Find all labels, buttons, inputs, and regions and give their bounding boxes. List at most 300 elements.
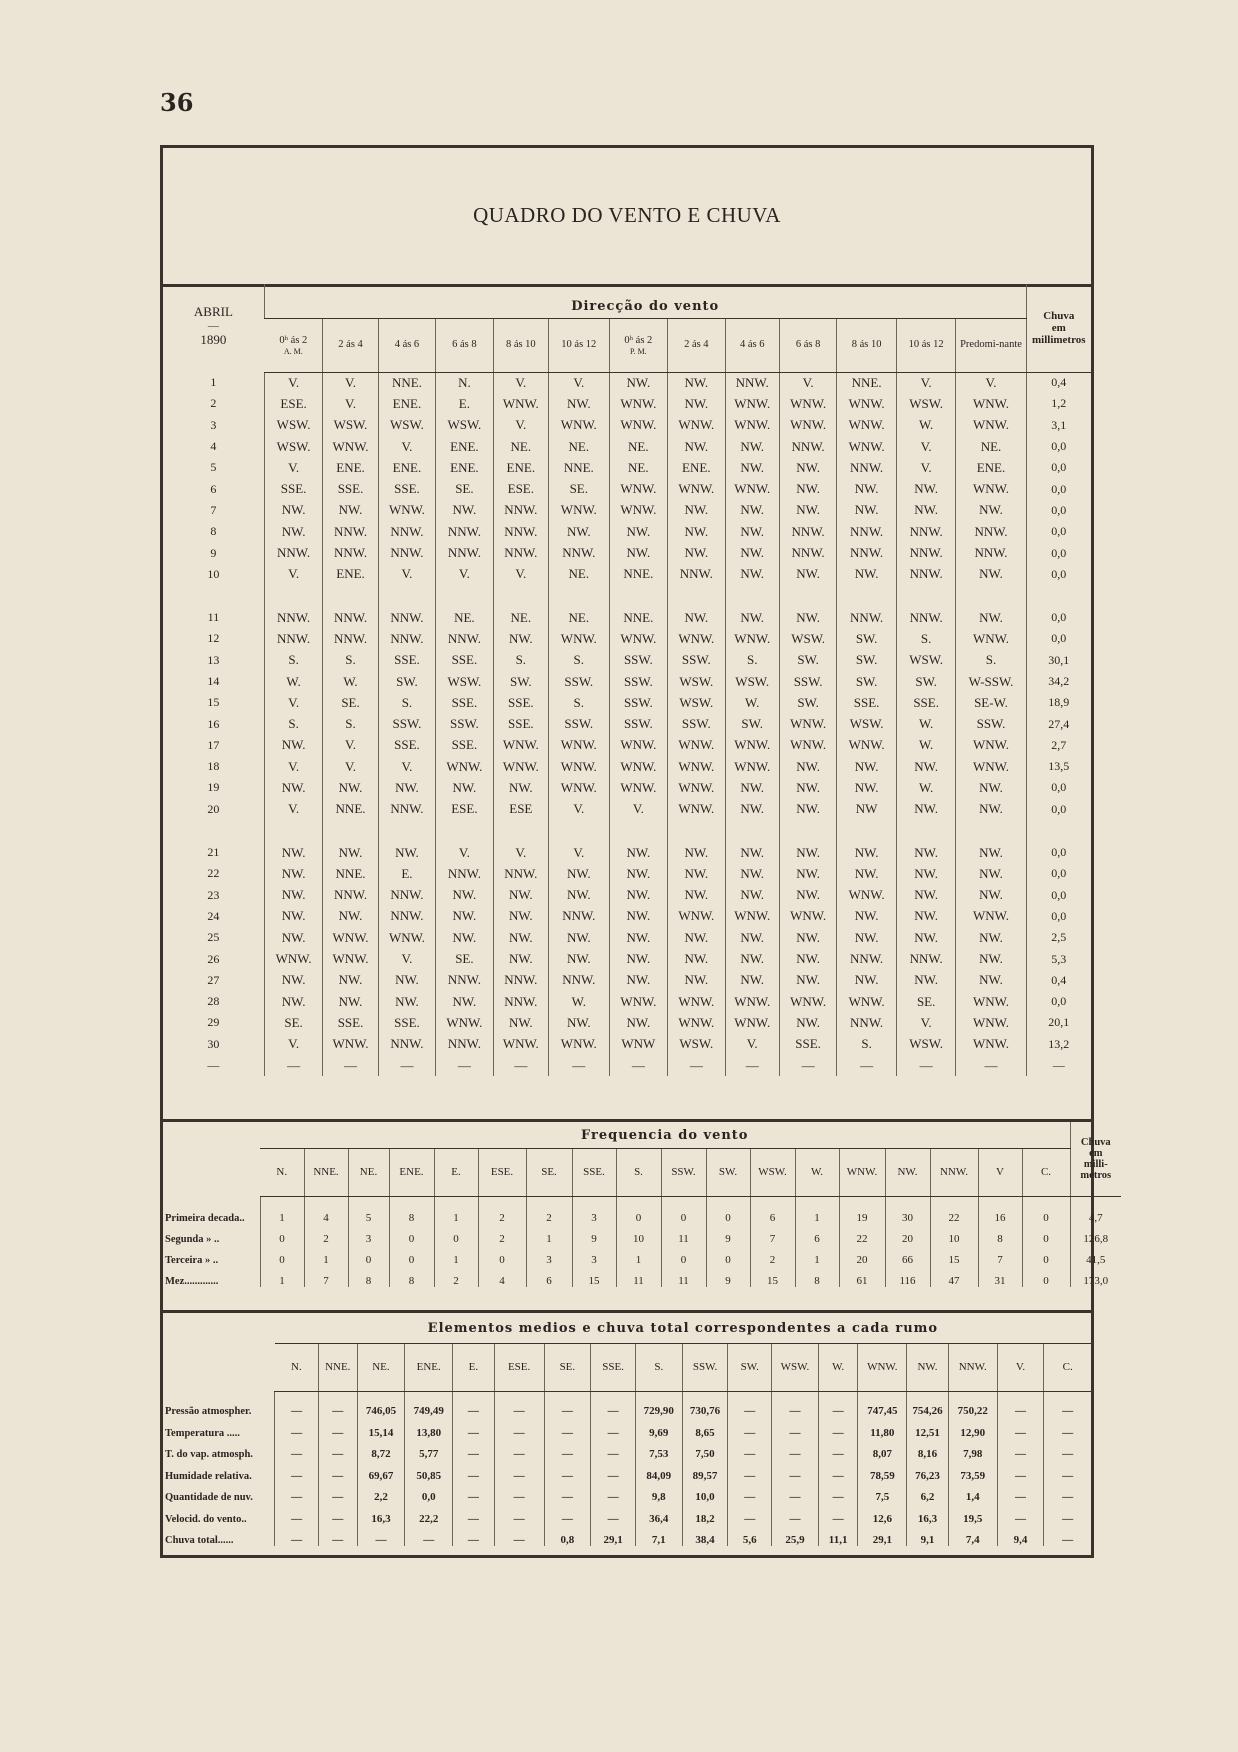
wind-cell: V. [896,436,956,457]
wind-cell: S. [837,1034,897,1055]
wind-cell: NNE. [549,457,610,478]
wind-cell: WNW. [493,756,548,777]
table-row [163,1266,1121,1287]
wind-cell: NW. [725,842,779,863]
element-cell: — [818,1391,858,1417]
wind-cell: WNW. [779,713,836,734]
frequency-cell: 20 [885,1224,930,1245]
frequency-cell: 16 [978,1196,1022,1224]
wind-cell: NW. [264,970,323,991]
frequency-cell: 6 [795,1224,839,1245]
element-cell: — [275,1525,319,1547]
frequency-cell: 3 [526,1245,572,1266]
frequency-cell: 0 [616,1196,661,1224]
wind-cell: NE. [493,607,548,628]
wind-cell: NNW. [493,970,548,991]
wind-cell: WNW. [668,735,725,756]
direction-header: W. [795,1148,839,1196]
element-cell: 754,26 [907,1391,949,1417]
table-row [163,1525,1091,1547]
wind-cell: SSE. [323,1012,378,1033]
wind-cell: NW. [323,991,378,1012]
hour-label: 6 ás 8 [795,339,821,350]
element-cell: — [318,1503,357,1525]
wind-cell: NW. [779,457,836,478]
wind-cell: SSW. [549,713,610,734]
hour-label: 8 ás 10 [505,339,536,350]
day-cell: 29 [207,1015,220,1030]
wind-cell: NW. [956,607,1026,628]
wind-cell: SW. [725,713,779,734]
wind-cell: NNW. [323,542,378,563]
row-label: Segunda » .. [165,1234,220,1245]
wind-cell: SE. [896,991,956,1012]
rain-cell: 2,7 [1026,735,1091,756]
wind-cell: SE-W. [956,692,1026,713]
hour-header [779,318,836,372]
wind-cell: V. [264,457,323,478]
frequency-cell: 66 [885,1245,930,1266]
wind-cell: NNW. [436,628,493,649]
day-cell: 13 [207,652,220,667]
wind-cell: NW. [668,842,725,863]
frequency-cell: 22 [930,1196,978,1224]
wind-cell: — [956,1055,1026,1076]
wind-cell: NW. [323,500,378,521]
frequency-cell: 30 [885,1196,930,1224]
wind-cell: ENE. [378,393,435,414]
wind-cell: WNW. [323,927,378,948]
hour-label: 2 ás 4 [684,339,709,350]
table-row [163,1391,1091,1417]
wind-cell: NNW. [779,542,836,563]
rain-cell: 0,0 [1026,842,1091,863]
hour-header [837,318,897,372]
wind-cell: NNW. [837,948,897,969]
wind-cell: NW. [493,777,548,798]
wind-cell: WNW. [956,415,1026,436]
wind-cell: NW. [436,885,493,906]
wind-cell: NW. [668,542,725,563]
wind-cell: WNW. [609,756,668,777]
rain-cell: 0,0 [1026,991,1091,1012]
wind-cell: WNW. [779,991,836,1012]
wind-cell: NW. [956,885,1026,906]
wind-cell [956,585,1026,607]
wind-cell: WSW. [896,1034,956,1055]
direction-header: S. [635,1343,682,1391]
rain-cell: 0,0 [1026,457,1091,478]
wind-cell: V. [725,1034,779,1055]
wind-cell: NNW. [264,628,323,649]
elements-title [275,1313,1091,1343]
wind-cell: WSW. [436,415,493,436]
wind-cell: NW. [668,436,725,457]
element-cell: — [453,1460,495,1482]
rain-cell: 0,0 [1026,500,1091,521]
frequency-cell: 0 [1022,1245,1070,1266]
direction-header: V. [997,1343,1044,1391]
element-cell: — [772,1482,819,1504]
direction-header: WNW. [839,1148,885,1196]
wind-cell: SSE. [896,692,956,713]
element-cell: 73,59 [948,1460,997,1482]
element-cell: 8,07 [858,1439,907,1461]
wind-cell: WSW. [668,692,725,713]
rain-cell: 30,1 [1026,650,1091,671]
wind-cell: WSW. [378,415,435,436]
element-cell: 13,80 [405,1417,453,1439]
wind-cell: W. [896,713,956,734]
wind-cell: V. [323,393,378,414]
wind-cell: NW. [896,906,956,927]
frequency-cell: 0 [260,1224,304,1245]
element-cell: — [1044,1525,1091,1547]
wind-cell: NW. [956,777,1026,798]
table-row [163,415,1091,436]
wind-cell: — [549,1055,610,1076]
wind-cell: NW. [436,906,493,927]
wind-cell: V. [323,735,378,756]
row-label: Pressão atmospher. [165,1406,252,1417]
wind-cell: NW. [837,478,897,499]
frequency-rain-header [1070,1122,1121,1196]
rain-cell: 41,5 [1070,1245,1121,1266]
rain-cell: 0,0 [1026,777,1091,798]
element-cell: 749,49 [405,1391,453,1417]
wind-cell: SW. [896,671,956,692]
element-cell: — [591,1460,636,1482]
wind-cell: NW. [378,777,435,798]
wind-cell: NNW. [264,607,323,628]
element-cell: 29,1 [591,1525,636,1547]
day-cell: 15 [207,695,220,710]
rain-header-line: em [1089,1147,1103,1159]
element-cell: — [1044,1439,1091,1461]
frequency-cell: 11 [616,1266,661,1287]
wind-cell: NW. [779,564,836,585]
wind-cell: V. [264,564,323,585]
table-row [163,1460,1091,1482]
frequency-cell: 0 [478,1245,526,1266]
wind-cell: NNW. [378,521,435,542]
element-cell: — [544,1503,591,1525]
wind-cell: WNW. [549,628,610,649]
wind-cell: WNW. [378,500,435,521]
frequency-title [260,1122,1070,1148]
element-cell: — [591,1439,636,1461]
frequency-cell: 116 [885,1266,930,1287]
wind-cell: WNW. [725,628,779,649]
wind-cell: NNW. [323,885,378,906]
wind-cell [609,820,668,842]
element-cell: — [772,1460,819,1482]
element-cell: 7,5 [858,1482,907,1504]
wind-cell: WSW. [896,650,956,671]
wind-cell [323,585,378,607]
frequency-cell: 9 [572,1224,616,1245]
element-cell: 9,4 [997,1525,1044,1547]
wind-cell: ENE. [493,457,548,478]
frequency-cell: 10 [930,1224,978,1245]
element-cell: 747,45 [858,1391,907,1417]
rain-cell: 0,0 [1026,906,1091,927]
wind-cell: SSE. [378,1012,435,1033]
direction-header: WSW. [750,1148,795,1196]
month-year-header [163,284,264,372]
wind-cell: WNW. [956,478,1026,499]
wind-cell: NW. [837,777,897,798]
wind-cell: NW. [436,991,493,1012]
wind-cell [493,585,548,607]
direction-header: SSE. [572,1148,616,1196]
wind-cell: NW. [668,607,725,628]
hour-label: 4 ás 6 [394,339,420,350]
wind-cell: NW. [668,372,725,393]
wind-cell: NNW. [779,521,836,542]
wind-cell: NNW. [837,1012,897,1033]
wind-cell: NW. [837,756,897,777]
frequency-cell: 1 [260,1266,304,1287]
table-row [163,607,1091,628]
element-cell: — [544,1460,591,1482]
direction-header: SSE. [591,1343,636,1391]
wind-cell: NW. [378,842,435,863]
frequency-cell: 1 [795,1245,839,1266]
wind-cell: W. [549,991,610,1012]
frequency-cell: 6 [526,1266,572,1287]
element-cell: — [1044,1460,1091,1482]
wind-cell: V. [779,372,836,393]
wind-cell: WNW. [264,948,323,969]
wind-cell: NW. [779,842,836,863]
wind-cell: V. [956,372,1026,393]
element-cell: — [591,1417,636,1439]
wind-cell: WNW. [493,1034,548,1055]
wind-cell: NW. [725,863,779,884]
wind-cell: NNW. [323,628,378,649]
wind-cell: WNW. [956,756,1026,777]
rain-header-line: millimetros [1032,333,1086,346]
table-row [163,735,1091,756]
wind-cell: S. [264,713,323,734]
wind-cell: SSW. [779,671,836,692]
wind-cell: WNW. [549,735,610,756]
frequency-cell: 10 [616,1224,661,1245]
wind-cell: WSW. [896,393,956,414]
element-cell: — [1044,1482,1091,1504]
element-cell: — [405,1525,453,1547]
element-cell: — [275,1460,319,1482]
table-row [163,650,1091,671]
element-cell: — [318,1482,357,1504]
elements-table [163,1313,1091,1546]
wind-cell: — [436,1055,493,1076]
row-label: Humidade relativa. [165,1470,252,1482]
frequency-cell: 7 [978,1245,1022,1266]
day-cell: 28 [207,994,220,1009]
wind-cell: NW. [956,863,1026,884]
wind-cell: NW. [436,777,493,798]
direction-header: W. [818,1343,858,1391]
element-cell: 730,76 [682,1391,728,1417]
row-label: Primeira decada.. [165,1213,245,1224]
wind-cell: NW. [493,906,548,927]
direction-header: SSW. [661,1148,706,1196]
wind-cell: NW. [725,500,779,521]
frequency-cell: 22 [839,1224,885,1245]
wind-cell [779,585,836,607]
wind-cell: WNW. [609,478,668,499]
wind-cell: V. [493,842,548,863]
direction-header: ENE. [405,1343,453,1391]
wind-cell: WNW. [549,1034,610,1055]
wind-cell: NNW. [493,542,548,563]
wind-cell: — [896,1055,956,1076]
element-cell: — [997,1439,1044,1461]
direction-header: N. [275,1343,319,1391]
wind-cell: SSE. [493,713,548,734]
element-cell: 18,2 [682,1503,728,1525]
wind-cell [725,585,779,607]
wind-cell: NW. [264,777,323,798]
wind-cell: SSE. [378,478,435,499]
wind-cell: S. [549,650,610,671]
wind-cell: NW. [264,500,323,521]
frequency-cell: 0 [661,1196,706,1224]
wind-cell: WNW. [668,906,725,927]
wind-cell: SW. [779,692,836,713]
element-cell: — [318,1391,357,1417]
direction-header: NNW. [948,1343,997,1391]
wind-cell: WNW. [837,436,897,457]
wind-cell [725,820,779,842]
wind-cell: WNW. [837,393,897,414]
element-cell: — [275,1503,319,1525]
table-row [163,478,1091,499]
wind-cell: NW. [725,799,779,820]
wind-cell: NNW. [323,607,378,628]
day-cell [163,585,264,607]
table-row [163,927,1091,948]
wind-cell: NW. [956,799,1026,820]
wind-cell: S. [896,628,956,649]
wind-cell: ENE. [668,457,725,478]
wind-cell: NW. [549,521,610,542]
hour-header [549,318,610,372]
day-cell: 22 [207,866,220,881]
wind-cell: V. [378,756,435,777]
direction-header: SW. [706,1148,750,1196]
wind-cell: WNW. [725,906,779,927]
hour-label: 0ʰ ás 2 [279,334,308,346]
wind-cell: WSW. [264,436,323,457]
day-cell: 12 [207,631,220,646]
wind-cell: — [725,1055,779,1076]
wind-cell: NW. [668,863,725,884]
wind-cell: WSW. [668,1034,725,1055]
wind-cell: NW. [779,863,836,884]
wind-cell: W. [896,735,956,756]
rain-cell: 126,8 [1070,1224,1121,1245]
wind-cell: ESE [493,799,548,820]
wind-cell: NW. [725,542,779,563]
wind-cell: SSW. [609,713,668,734]
wind-cell: NW. [837,906,897,927]
wind-cell: NW. [264,863,323,884]
day-cell: 27 [207,972,220,987]
wind-cell: NW. [956,842,1026,863]
wind-cell: NNW. [668,564,725,585]
table-row [163,521,1091,542]
wind-cell: V. [436,564,493,585]
wind-cell: NNW. [493,500,548,521]
wind-cell: WNW. [837,735,897,756]
table-row [163,1034,1091,1055]
table-row [163,777,1091,798]
wind-cell: NE. [609,457,668,478]
wind-cell: WNW. [668,777,725,798]
wind-cell: NW. [668,970,725,991]
hour-sub-label: A. M. [283,346,303,356]
wind-cell: W. [323,671,378,692]
frequency-cell: 47 [930,1266,978,1287]
wind-cell: ESE. [436,799,493,820]
frequency-cell: 19 [839,1196,885,1224]
wind-cell: NW. [837,842,897,863]
wind-cell: WNW. [436,1012,493,1033]
wind-cell: NW. [725,927,779,948]
element-cell: — [728,1391,772,1417]
hour-header [956,318,1026,372]
element-cell: — [772,1503,819,1525]
hour-label: 10 ás 12 [561,339,597,350]
element-cell: — [997,1482,1044,1504]
wind-cell: WSW. [264,415,323,436]
wind-cell: NW. [493,948,548,969]
wind-cell [609,585,668,607]
frequency-cell: 15 [930,1245,978,1266]
element-cell: 750,22 [948,1391,997,1417]
rain-cell: 0,0 [1026,521,1091,542]
wind-cell: V. [264,692,323,713]
frequency-table [163,1122,1121,1287]
wind-cell: NW. [896,970,956,991]
table-row [163,1482,1091,1504]
wind-cell: NW. [725,948,779,969]
rain-cell: 173,0 [1070,1266,1121,1287]
wind-cell: WNW. [725,393,779,414]
wind-cell: NW. [837,564,897,585]
wind-cell: NE. [956,436,1026,457]
wind-cell: NW. [549,927,610,948]
wind-cell: V. [264,799,323,820]
elements-corner [163,1313,275,1391]
wind-cell: NW. [725,457,779,478]
element-cell: — [591,1503,636,1525]
wind-cell: WNW. [493,735,548,756]
direction-header: NNE. [318,1343,357,1391]
wind-cell: NW. [264,885,323,906]
wind-cell: NW. [779,885,836,906]
wind-cell: NW. [668,393,725,414]
wind-cell: NW. [779,970,836,991]
elements-section [163,1313,1091,1553]
day-cell: 30 [207,1036,220,1051]
wind-cell: WNW. [956,1012,1026,1033]
element-cell: — [453,1391,495,1417]
table-row [163,1055,1091,1076]
